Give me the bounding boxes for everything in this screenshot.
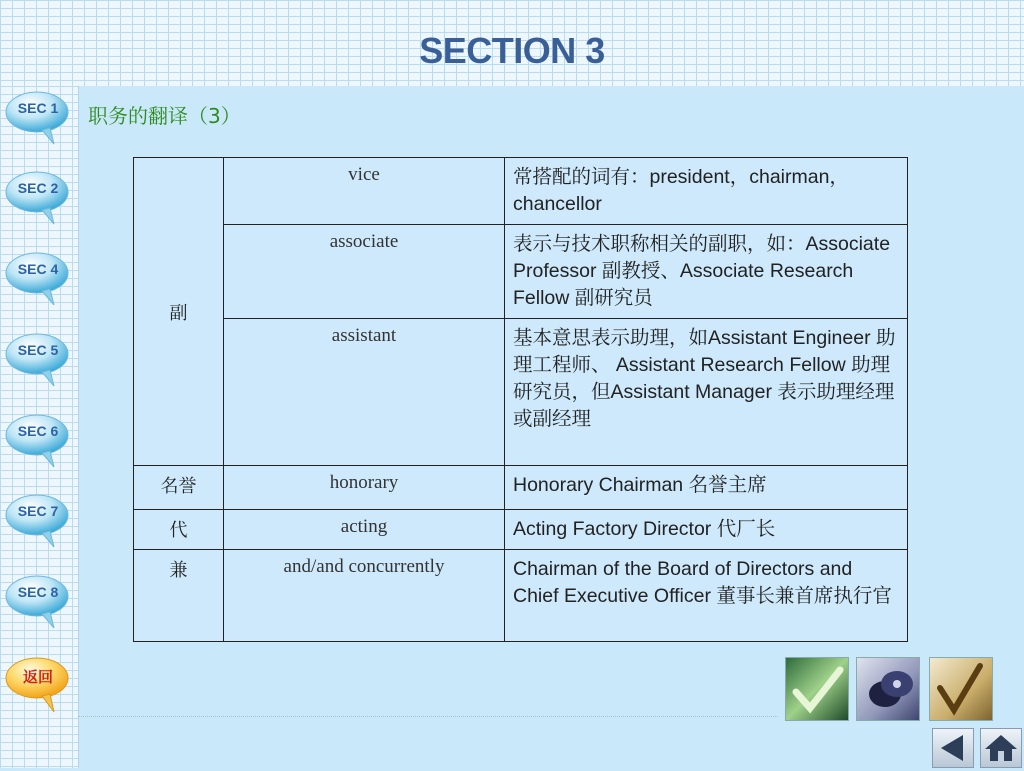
table-cell-note: 常搭配的词有：president，chairman，chancellor [505,158,908,225]
table-cell-note: 基本意思表示助理，如Assistant Engineer 助理工程师、 Assistant Research Fellow 助理研究员，但Assistant Manager 表示助理经理或副经理 [505,319,908,466]
back-arrow-button[interactable] [932,728,974,768]
sidebar-item-sec2[interactable] [4,168,72,228]
sidebar-item-label: SEC 6 [17,423,59,439]
table-cell-cn: 副 [134,158,224,466]
table-cell-cn: 兼 [134,550,224,642]
table-cell-en: honorary [224,466,505,510]
speech-bubble-icon [4,168,72,228]
home-icon [981,729,1021,767]
home-button[interactable] [980,728,1022,768]
table-cell-note: Acting Factory Director 代厂长 [505,510,908,550]
green-check-icon [785,657,849,721]
sidebar-item-label: SEC 5 [17,342,59,358]
speech-bubble-icon [4,491,72,551]
speech-bubble-icon [4,330,72,390]
back-arrow-icon [933,729,973,767]
table-row [134,158,908,225]
footer-divider [78,716,778,717]
table-cell-note: Honorary Chairman 名誉主席 [505,466,908,510]
table-cell-en: assistant [224,319,505,466]
table-row [134,319,908,466]
table-cell-note: 表示与技术职称相关的副职，如：Associate Professor 副教授、Associate Research Fellow 副研究员 [505,225,908,319]
table-cell-en: acting [224,510,505,550]
pencil-check-icon [929,657,993,721]
table-cell-note: Chairman of the Board of Directors and Chief Executive Officer 董事长兼首席执行官 [505,550,908,642]
sidebar-item-sec7[interactable] [4,491,72,551]
sidebar-item-label: SEC 1 [17,100,59,116]
table-cell-en: and/and concurrently [224,550,505,642]
speech-bubble-icon [4,411,72,471]
sidebar-item-label: SEC 2 [17,180,59,196]
speech-bubble-icon [4,249,72,309]
sidebar-item-sec6[interactable] [4,411,72,471]
back-bubble-label: 返回 [22,669,53,686]
sidebar-item-label: SEC 8 [17,584,59,600]
disc-icon [856,657,920,721]
table-row [134,550,908,642]
slide-title: SECTION 3 [419,30,605,71]
sidebar-item-sec8[interactable] [4,572,72,632]
table-cell-en: associate [224,225,505,319]
table-row [134,510,908,550]
table-row [134,466,908,510]
table-cell-cn: 代 [134,510,224,550]
sidebar-item-sec4[interactable] [4,249,72,309]
speech-bubble-icon [4,88,72,148]
back-bubble-button[interactable] [4,654,72,714]
sidebar-item-label: SEC 4 [17,261,59,277]
sidebar-item-label: SEC 7 [17,503,59,519]
speech-bubble-icon [4,572,72,632]
table-row [134,225,908,319]
table-cell-cn: 名誉 [134,466,224,510]
table-cell-en: vice [224,158,505,225]
sidebar-item-sec5[interactable] [4,330,72,390]
terms-table [133,157,908,642]
slide-subtitle: 职务的翻译（3） [88,104,241,128]
sidebar-item-sec1[interactable] [4,88,72,148]
